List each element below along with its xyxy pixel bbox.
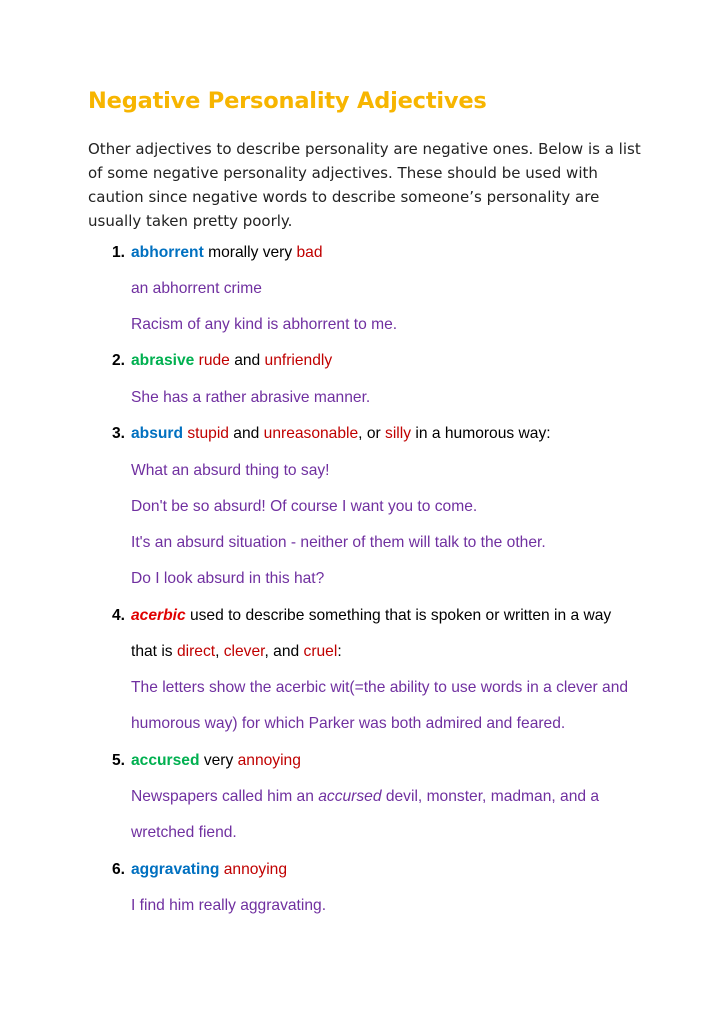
entry-word: acerbic <box>131 607 186 624</box>
example-sentence: Newspapers called him an accursed devil, monster, madman, and a <box>131 788 600 805</box>
example-sentence: What an absurd thing to say! <box>131 462 330 479</box>
entry-word: abrasive <box>131 352 195 369</box>
example-sentence: She has a rather abrasive manner. <box>131 389 371 406</box>
entry-number: 1. <box>112 244 126 261</box>
entry-definition: accursed very annoying <box>131 752 301 769</box>
entry-word: abhorrent <box>131 244 204 261</box>
entry-word: accursed <box>131 752 200 769</box>
entry-number: 4. <box>112 607 126 624</box>
example-sentence: I find him really aggravating. <box>131 897 327 914</box>
entry-number: 2. <box>112 352 126 369</box>
example-sentence: Don't be so absurd! Of course I want you to come. <box>131 498 478 515</box>
example-sentence: an abhorrent crime <box>131 280 262 297</box>
example-sentence: wretched fiend. <box>131 824 237 841</box>
entry-definition: abrasive rude and unfriendly <box>131 352 333 369</box>
entry-definition: absurd stupid and unreasonable, or silly in a humorous way: <box>131 425 551 442</box>
entry-definition-continued: that is direct, clever, and cruel: <box>131 643 342 660</box>
page-title: Negative Personality Adjectives <box>88 88 487 114</box>
entry-word: aggravating <box>131 861 220 878</box>
entry-definition: aggravating annoying <box>131 861 288 878</box>
entry-number: 6. <box>112 861 126 878</box>
entry-number: 3. <box>112 425 126 442</box>
example-sentence: It's an absurd situation - neither of them will talk to the other. <box>131 534 546 551</box>
example-sentence: humorous way) for which Parker was both admired and feared. <box>131 715 566 732</box>
intro-paragraph: Other adjectives to describe personality are negative ones. Below is a list of some negative personality adjectives. These should be used with caution since negative words to describe someone’s personality are usually taken pretty poorly. <box>88 140 641 230</box>
example-sentence: Racism of any kind is abhorrent to me. <box>131 316 398 333</box>
entry-number: 5. <box>112 752 126 769</box>
example-sentence: Do I look absurd in this hat? <box>131 570 325 587</box>
example-sentence: The letters show the acerbic wit(=the ability to use words in a clever and <box>131 679 629 696</box>
entry-word: absurd <box>131 425 183 442</box>
entry-definition: acerbic used to describe something that is spoken or written in a way <box>131 607 612 624</box>
entry-definition: abhorrent morally very bad <box>131 244 323 261</box>
